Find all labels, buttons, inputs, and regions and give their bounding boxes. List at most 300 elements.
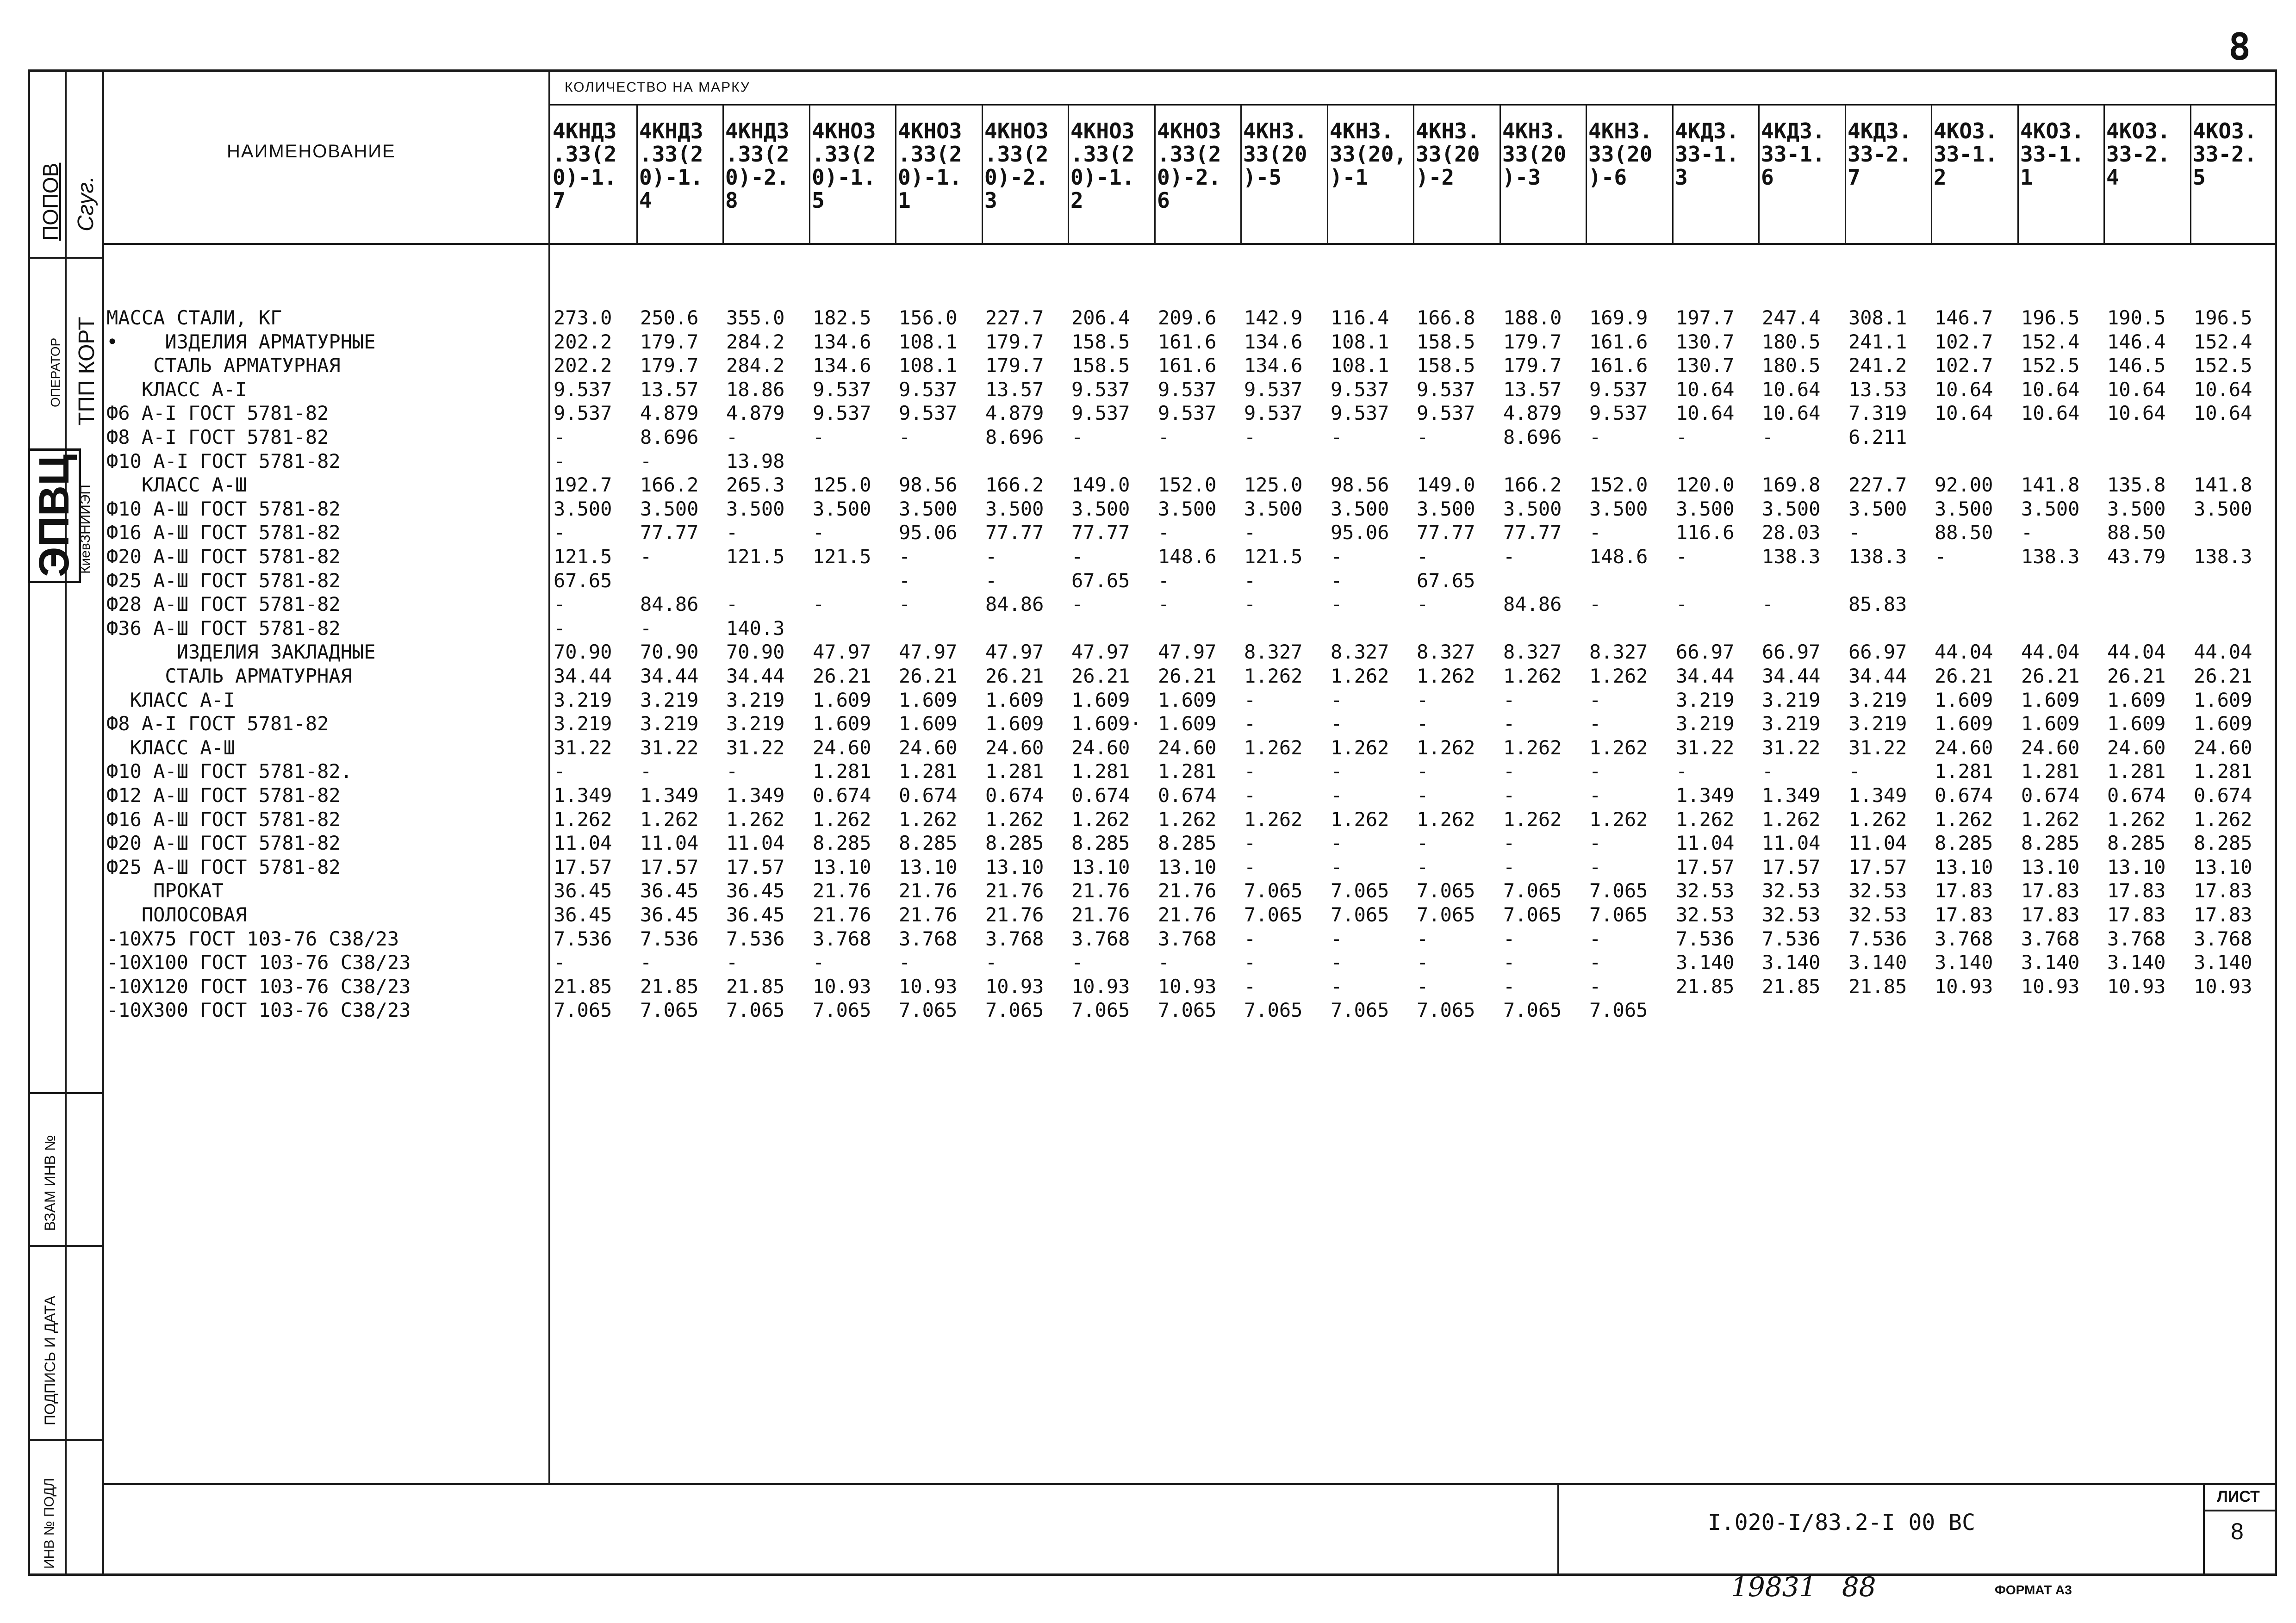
column-header-line: 0)-2. bbox=[984, 165, 1049, 190]
data-cell: 8.285 bbox=[2107, 832, 2166, 854]
data-cell: 11.04 bbox=[1762, 832, 1821, 854]
data-cell: 3.500 bbox=[640, 497, 699, 520]
column-header-line: 3 bbox=[1675, 165, 1688, 190]
item-name: Ф16 А-Ш ГОСТ 5781-82 bbox=[106, 521, 341, 544]
data-cell: 10.93 bbox=[813, 975, 871, 998]
data-cell: 13.10 bbox=[1935, 856, 1993, 878]
data-cell: 3.219 bbox=[554, 712, 612, 735]
data-cell: 77.77 bbox=[640, 521, 699, 544]
data-cell: 0.674 bbox=[1158, 784, 1217, 807]
data-cell: 67.65 bbox=[1071, 569, 1130, 592]
data-cell: 3.500 bbox=[1676, 497, 1735, 520]
data-cell: 108.1 bbox=[899, 354, 958, 377]
column-header-line: 7 bbox=[553, 188, 566, 213]
data-cell: 179.7 bbox=[985, 354, 1044, 377]
data-cell: 9.537 bbox=[813, 402, 871, 424]
column-header-line: 33-1. bbox=[1934, 142, 1998, 167]
item-name: Ф8 А-I ГОСТ 5781-82 bbox=[106, 426, 329, 448]
data-cell: 7.065 bbox=[554, 999, 612, 1021]
data-cell: 0.674 bbox=[2021, 784, 2080, 807]
data-cell: 10.93 bbox=[1158, 975, 1217, 998]
column-header-line: 4КНЗ. bbox=[1416, 118, 1480, 143]
data-cell: 9.537 bbox=[1331, 402, 1389, 424]
data-cell: 8.696 bbox=[1503, 426, 1562, 448]
frame-left-line bbox=[28, 69, 30, 1576]
data-cell: 9.537 bbox=[813, 378, 871, 401]
column-header bbox=[1070, 119, 1134, 212]
data-cell: - bbox=[1589, 760, 1601, 783]
item-name: -10Х75 ГОСТ 103-76 С38/23 bbox=[106, 927, 399, 950]
data-cell: 8.285 bbox=[899, 832, 958, 854]
data-cell: 10.64 bbox=[2194, 402, 2252, 424]
data-cell: - bbox=[1158, 569, 1170, 592]
item-name: КЛАСС А-I bbox=[106, 689, 236, 711]
data-cell: 140.3 bbox=[726, 617, 785, 640]
data-cell: 9.537 bbox=[1158, 378, 1217, 401]
column-header-line: 4КДЗ. bbox=[1761, 118, 1825, 143]
data-cell: - bbox=[1503, 712, 1515, 735]
data-cell: 134.6 bbox=[813, 330, 871, 353]
data-cell: - bbox=[985, 951, 997, 974]
data-cell: 10.64 bbox=[1935, 402, 1993, 424]
data-cell: 7.065 bbox=[1503, 879, 1562, 902]
data-cell: 21.76 bbox=[899, 879, 958, 902]
column-header-line: .33(2 bbox=[984, 142, 1049, 167]
data-cell: 121.5 bbox=[554, 545, 612, 568]
data-cell: 10.93 bbox=[1071, 975, 1130, 998]
data-cell: 34.44 bbox=[726, 665, 785, 687]
data-cell: 148.6 bbox=[1589, 545, 1648, 568]
data-cell: 9.537 bbox=[1589, 402, 1648, 424]
data-cell: 141.8 bbox=[2021, 473, 2080, 496]
data-cell: - bbox=[1762, 760, 1774, 783]
column-header bbox=[1243, 119, 1307, 189]
data-cell: 32.53 bbox=[1676, 903, 1735, 926]
data-cell: 21.76 bbox=[985, 903, 1044, 926]
data-cell: 26.21 bbox=[2107, 665, 2166, 687]
data-cell: 10.64 bbox=[2021, 402, 2080, 424]
data-cell: 8.696 bbox=[985, 426, 1044, 448]
data-cell: 26.21 bbox=[2194, 665, 2252, 687]
names-col-line bbox=[548, 69, 550, 1483]
data-cell: 10.64 bbox=[1762, 402, 1821, 424]
data-cell: 192.7 bbox=[554, 473, 612, 496]
data-cell: 13.10 bbox=[2021, 856, 2080, 878]
data-cell: 9.537 bbox=[1071, 378, 1130, 401]
data-cell: 10.64 bbox=[1935, 378, 1993, 401]
data-cell: 179.7 bbox=[1503, 354, 1562, 377]
data-cell: 66.97 bbox=[1676, 640, 1735, 663]
data-cell: 179.7 bbox=[1503, 330, 1562, 353]
data-cell: 13.57 bbox=[1503, 378, 1562, 401]
stamp-vzam-inv: ВЗАМ ИНВ № bbox=[42, 1135, 58, 1231]
data-cell: 3.768 bbox=[1158, 927, 1217, 950]
column-header bbox=[1502, 119, 1566, 189]
column-header bbox=[898, 119, 962, 212]
data-cell: 3.219 bbox=[1676, 712, 1735, 735]
data-cell: 70.90 bbox=[726, 640, 785, 663]
column-header bbox=[553, 119, 616, 212]
data-cell: - bbox=[1331, 927, 1343, 950]
data-cell: 7.065 bbox=[813, 999, 871, 1021]
data-cell: 17.57 bbox=[640, 856, 699, 878]
column-header-line: 2 bbox=[1070, 188, 1083, 213]
data-cell: - bbox=[1503, 927, 1515, 950]
data-cell: 4.879 bbox=[985, 402, 1044, 424]
data-cell: 161.6 bbox=[1158, 330, 1217, 353]
data-cell: - bbox=[1331, 593, 1343, 616]
column-header-line: 33-2. bbox=[2193, 142, 2257, 167]
count-per-mark-header: КОЛИЧЕСТВО НА МАРКУ bbox=[565, 80, 750, 95]
data-cell: - bbox=[1244, 832, 1256, 854]
column-header bbox=[1330, 119, 1406, 189]
data-cell: 1.349 bbox=[1676, 784, 1735, 807]
data-cell: 3.140 bbox=[1935, 951, 1993, 974]
data-cell: 1.609 bbox=[813, 689, 871, 711]
data-cell: 17.83 bbox=[2194, 879, 2252, 902]
data-cell: 7.065 bbox=[1071, 999, 1130, 1021]
data-cell: - bbox=[1589, 951, 1601, 974]
data-cell: 3.500 bbox=[2107, 497, 2166, 520]
data-cell: - bbox=[1244, 593, 1256, 616]
data-cell: 13.10 bbox=[1158, 856, 1217, 878]
data-cell: 13.53 bbox=[1848, 378, 1907, 401]
data-cell: 7.065 bbox=[1503, 903, 1562, 926]
data-cell: 3.219 bbox=[554, 689, 612, 711]
item-name: Ф36 А-Ш ГОСТ 5781-82 bbox=[106, 617, 341, 640]
data-cell: 130.7 bbox=[1676, 330, 1735, 353]
data-cell: 8.327 bbox=[1331, 640, 1389, 663]
column-header-line: 4КНЗ. bbox=[1588, 118, 1653, 143]
data-cell: - bbox=[813, 426, 825, 448]
column-header-line: 4КНД3 bbox=[725, 118, 790, 143]
header-bottom-line bbox=[103, 243, 2276, 245]
data-cell: 158.5 bbox=[1071, 330, 1130, 353]
item-name: МАССА СТАЛИ, КГ bbox=[106, 306, 282, 329]
data-cell: 8.285 bbox=[1158, 832, 1217, 854]
data-cell: 98.56 bbox=[899, 473, 958, 496]
data-cell: 241.2 bbox=[1848, 354, 1907, 377]
column-header-line: 4 bbox=[639, 188, 652, 213]
data-cell: 141.8 bbox=[2194, 473, 2252, 496]
data-cell: 1.609 bbox=[813, 712, 871, 735]
data-cell: 3.500 bbox=[1589, 497, 1648, 520]
data-cell: - bbox=[1244, 760, 1256, 783]
data-cell: 8.285 bbox=[1935, 832, 1993, 854]
data-cell: - bbox=[899, 569, 911, 592]
data-cell: - bbox=[813, 521, 825, 544]
item-name: Ф12 А-Ш ГОСТ 5781-82 bbox=[106, 784, 341, 807]
data-cell: 3.500 bbox=[1935, 497, 1993, 520]
data-cell: 134.6 bbox=[813, 354, 871, 377]
list-number: 8 bbox=[2231, 1518, 2244, 1544]
data-cell: 1.262 bbox=[2107, 808, 2166, 831]
data-cell: 355.0 bbox=[726, 306, 785, 329]
data-cell: - bbox=[1848, 521, 1860, 544]
data-cell: - bbox=[1676, 545, 1688, 568]
data-cell: 85.83 bbox=[1848, 593, 1907, 616]
item-name: Ф8 А-I ГОСТ 5781-82 bbox=[106, 712, 329, 735]
data-cell: 13.10 bbox=[899, 856, 958, 878]
data-cell: 121.5 bbox=[726, 545, 785, 568]
page-number: 8 bbox=[2228, 25, 2251, 68]
data-cell: 1.262 bbox=[1676, 808, 1735, 831]
data-cell: 138.3 bbox=[1762, 545, 1821, 568]
column-header bbox=[639, 119, 703, 212]
data-cell: - bbox=[1244, 784, 1256, 807]
data-cell: 21.85 bbox=[1676, 975, 1735, 998]
data-cell: 8.285 bbox=[1071, 832, 1130, 854]
data-cell: - bbox=[1331, 784, 1343, 807]
data-cell: - bbox=[726, 521, 738, 544]
data-cell: - bbox=[640, 545, 652, 568]
data-cell: 21.76 bbox=[1158, 903, 1217, 926]
data-cell: - bbox=[640, 760, 652, 783]
data-cell: 3.500 bbox=[985, 497, 1044, 520]
data-cell: 26.21 bbox=[985, 665, 1044, 687]
data-cell: - bbox=[1503, 975, 1515, 998]
column-header bbox=[812, 119, 876, 212]
data-cell: 7.536 bbox=[554, 927, 612, 950]
data-cell: 0.674 bbox=[2194, 784, 2252, 807]
data-cell: - bbox=[554, 450, 566, 473]
data-cell: - bbox=[640, 450, 652, 473]
data-cell: 7.065 bbox=[1589, 903, 1648, 926]
data-cell: 156.0 bbox=[899, 306, 958, 329]
data-cell: 9.537 bbox=[1331, 378, 1389, 401]
data-cell: - bbox=[1589, 975, 1601, 998]
data-cell: 26.21 bbox=[899, 665, 958, 687]
column-header-line: )-2 bbox=[1416, 165, 1455, 190]
data-cell: 3.768 bbox=[985, 927, 1044, 950]
data-cell: 44.04 bbox=[2021, 640, 2080, 663]
data-cell: 47.97 bbox=[813, 640, 871, 663]
data-cell: 21.85 bbox=[640, 975, 699, 998]
data-cell: 13.57 bbox=[640, 378, 699, 401]
data-cell: 7.065 bbox=[1158, 999, 1217, 1021]
data-cell: - bbox=[1503, 760, 1515, 783]
column-separator bbox=[1327, 106, 1328, 244]
data-cell: 7.065 bbox=[985, 999, 1044, 1021]
data-cell: 7.536 bbox=[1762, 927, 1821, 950]
data-cell: - bbox=[1331, 975, 1343, 998]
data-cell: - bbox=[1589, 784, 1601, 807]
data-cell: - bbox=[1331, 426, 1343, 448]
data-cell: 6.211 bbox=[1848, 426, 1907, 448]
data-cell: - bbox=[1589, 712, 1601, 735]
data-cell: 66.97 bbox=[1762, 640, 1821, 663]
data-cell: 10.64 bbox=[1762, 378, 1821, 401]
data-cell: 9.537 bbox=[1158, 402, 1217, 424]
naimenovanie-header: НАИМЕНОВАНИЕ bbox=[227, 141, 396, 162]
data-cell: 10.64 bbox=[2021, 378, 2080, 401]
data-cell: 3.500 bbox=[554, 497, 612, 520]
data-cell: - bbox=[1158, 521, 1170, 544]
data-cell: 31.22 bbox=[726, 736, 785, 759]
item-name: -10Х100 ГОСТ 103-76 С38/23 bbox=[106, 951, 411, 974]
data-cell: 1.262 bbox=[554, 808, 612, 831]
data-cell: 108.1 bbox=[899, 330, 958, 353]
data-cell: - bbox=[1935, 545, 1947, 568]
data-cell: 3.219 bbox=[1848, 712, 1907, 735]
data-cell: 36.45 bbox=[554, 903, 612, 926]
column-header-line: 33-1. bbox=[2020, 142, 2084, 167]
frame-right-line bbox=[2275, 69, 2277, 1576]
data-cell: 92.00 bbox=[1935, 473, 1993, 496]
data-cell: 7.065 bbox=[1417, 879, 1475, 902]
item-name: КЛАСС А-Ш bbox=[106, 473, 247, 496]
data-cell: 3.500 bbox=[1503, 497, 1562, 520]
data-cell: 3.500 bbox=[1417, 497, 1475, 520]
frame-bottom-line bbox=[28, 1573, 2277, 1576]
data-cell: 32.53 bbox=[1848, 879, 1907, 902]
data-cell: 227.7 bbox=[1848, 473, 1907, 496]
data-cell: - bbox=[1244, 975, 1256, 998]
data-cell: 265.3 bbox=[726, 473, 785, 496]
data-cell: 9.537 bbox=[899, 402, 958, 424]
data-cell: - bbox=[1158, 593, 1170, 616]
data-cell: 21.76 bbox=[899, 903, 958, 926]
data-cell: 77.77 bbox=[1071, 521, 1130, 544]
data-cell: 180.5 bbox=[1762, 330, 1821, 353]
data-cell: 36.45 bbox=[554, 879, 612, 902]
data-cell: 3.768 bbox=[899, 927, 958, 950]
column-header-line: 0)-1. bbox=[898, 165, 962, 190]
data-cell: 24.60 bbox=[1158, 736, 1217, 759]
data-cell: 1.262 bbox=[2021, 808, 2080, 831]
data-cell: 13.57 bbox=[985, 378, 1044, 401]
data-cell: 17.57 bbox=[554, 856, 612, 878]
column-header-line: 1 bbox=[2020, 165, 2033, 190]
column-header bbox=[1761, 119, 1825, 189]
column-separator bbox=[722, 106, 724, 244]
item-name: Ф28 А-Ш ГОСТ 5781-82 bbox=[106, 593, 341, 616]
data-cell: 1.609 bbox=[899, 712, 958, 735]
stamp-mid-line bbox=[65, 69, 67, 1576]
stamp-divider-1 bbox=[28, 257, 103, 259]
data-cell: 84.86 bbox=[985, 593, 1044, 616]
data-cell: - bbox=[1331, 832, 1343, 854]
item-name: Ф20 А-Ш ГОСТ 5781-82 bbox=[106, 832, 341, 854]
stamp-podpis-data: ПОДПИСЬ И ДАТА bbox=[42, 1295, 58, 1425]
data-cell: 21.85 bbox=[554, 975, 612, 998]
data-cell: 152.0 bbox=[1158, 473, 1217, 496]
data-cell: 152.5 bbox=[2021, 354, 2080, 377]
data-cell: 34.44 bbox=[1848, 665, 1907, 687]
data-cell: - bbox=[1071, 545, 1083, 568]
data-cell: - bbox=[1676, 760, 1688, 783]
data-cell: 1.609 bbox=[1158, 712, 1217, 735]
data-cell: 1.262 bbox=[1331, 665, 1389, 687]
item-name: ИЗДЕЛИЯ ЗАКЛАДНЫЕ bbox=[106, 640, 376, 663]
data-cell: - bbox=[1331, 545, 1343, 568]
data-cell: 3.219 bbox=[640, 689, 699, 711]
column-header-line: 4КНО3 bbox=[1070, 118, 1135, 143]
data-cell: 3.500 bbox=[1071, 497, 1130, 520]
data-cell: 3.140 bbox=[2194, 951, 2252, 974]
data-cell: 1.609 bbox=[1158, 689, 1217, 711]
data-cell: 67.65 bbox=[554, 569, 612, 592]
column-separator bbox=[2017, 106, 2019, 244]
data-cell: 77.77 bbox=[1503, 521, 1562, 544]
data-cell: 3.768 bbox=[2107, 927, 2166, 950]
data-cell: 17.83 bbox=[2021, 879, 2080, 902]
data-cell: 9.537 bbox=[899, 378, 958, 401]
data-cell: 7.065 bbox=[1331, 999, 1389, 1021]
data-cell: 24.60 bbox=[2107, 736, 2166, 759]
data-cell: 44.04 bbox=[2107, 640, 2166, 663]
data-cell: 7.065 bbox=[1244, 999, 1303, 1021]
data-cell: 3.219 bbox=[726, 712, 785, 735]
data-cell: 36.45 bbox=[640, 903, 699, 926]
column-header-line: .33(2 bbox=[553, 142, 617, 167]
column-header-line: 0)-2. bbox=[1157, 165, 1221, 190]
data-cell: - bbox=[1244, 927, 1256, 950]
data-cell: 32.53 bbox=[1762, 903, 1821, 926]
column-header-line: 33(20 bbox=[1588, 142, 1653, 167]
column-header bbox=[1588, 119, 1652, 189]
frame-top-line bbox=[28, 69, 2277, 72]
data-cell: 1.262 bbox=[1762, 808, 1821, 831]
data-cell: 152.5 bbox=[2194, 354, 2252, 377]
item-name: Ф20 А-Ш ГОСТ 5781-82 bbox=[106, 545, 341, 568]
data-cell: 11.04 bbox=[640, 832, 699, 854]
data-cell: 1.281 bbox=[2107, 760, 2166, 783]
data-cell: 7.536 bbox=[726, 927, 785, 950]
data-cell: 43.79 bbox=[2107, 545, 2166, 568]
data-cell: 24.60 bbox=[813, 736, 871, 759]
data-cell: 10.93 bbox=[899, 975, 958, 998]
data-cell: 146.5 bbox=[2107, 354, 2166, 377]
column-header-line: 33(20, bbox=[1330, 142, 1407, 167]
data-cell: 21.76 bbox=[1071, 903, 1130, 926]
data-cell: 3.219 bbox=[1762, 712, 1821, 735]
data-cell: 17.83 bbox=[2194, 903, 2252, 926]
column-header-line: 2 bbox=[1934, 165, 1947, 190]
data-cell: 7.536 bbox=[1848, 927, 1907, 950]
data-cell: 13.10 bbox=[985, 856, 1044, 878]
data-cell: 44.04 bbox=[2194, 640, 2252, 663]
data-cell: 1.609 bbox=[2194, 689, 2252, 711]
data-cell: 24.60 bbox=[985, 736, 1044, 759]
data-cell: 0.674 bbox=[985, 784, 1044, 807]
data-cell: 108.1 bbox=[1331, 354, 1389, 377]
data-cell: 84.86 bbox=[1503, 593, 1562, 616]
column-header-line: 4КНД3 bbox=[639, 118, 703, 143]
stamp-kiev: КиевЗНИИЭП bbox=[78, 485, 93, 574]
doc-code: I.020-I/83.2-I 00 ВС bbox=[1708, 1510, 1975, 1536]
data-cell: 108.1 bbox=[1331, 330, 1389, 353]
item-name: Ф25 А-Ш ГОСТ 5781-82 bbox=[106, 856, 341, 878]
data-cell: 121.5 bbox=[813, 545, 871, 568]
data-cell: 10.93 bbox=[1935, 975, 1993, 998]
data-cell: 1.609 bbox=[985, 712, 1044, 735]
data-cell: 121.5 bbox=[1244, 545, 1303, 568]
data-cell: 17.83 bbox=[2107, 903, 2166, 926]
data-cell: 1.609 bbox=[2107, 712, 2166, 735]
item-name: Ф16 А-Ш ГОСТ 5781-82 bbox=[106, 808, 341, 831]
data-cell: 134.6 bbox=[1244, 330, 1303, 353]
data-cell: 26.21 bbox=[1935, 665, 1993, 687]
data-cell: 9.537 bbox=[1071, 402, 1130, 424]
column-header-line: 5 bbox=[2193, 165, 2206, 190]
data-cell: 125.0 bbox=[813, 473, 871, 496]
data-cell: 3.500 bbox=[1331, 497, 1389, 520]
data-cell: 77.77 bbox=[985, 521, 1044, 544]
column-header bbox=[2020, 119, 2084, 189]
column-header-line: 8 bbox=[725, 188, 738, 213]
data-cell: - bbox=[1589, 426, 1601, 448]
